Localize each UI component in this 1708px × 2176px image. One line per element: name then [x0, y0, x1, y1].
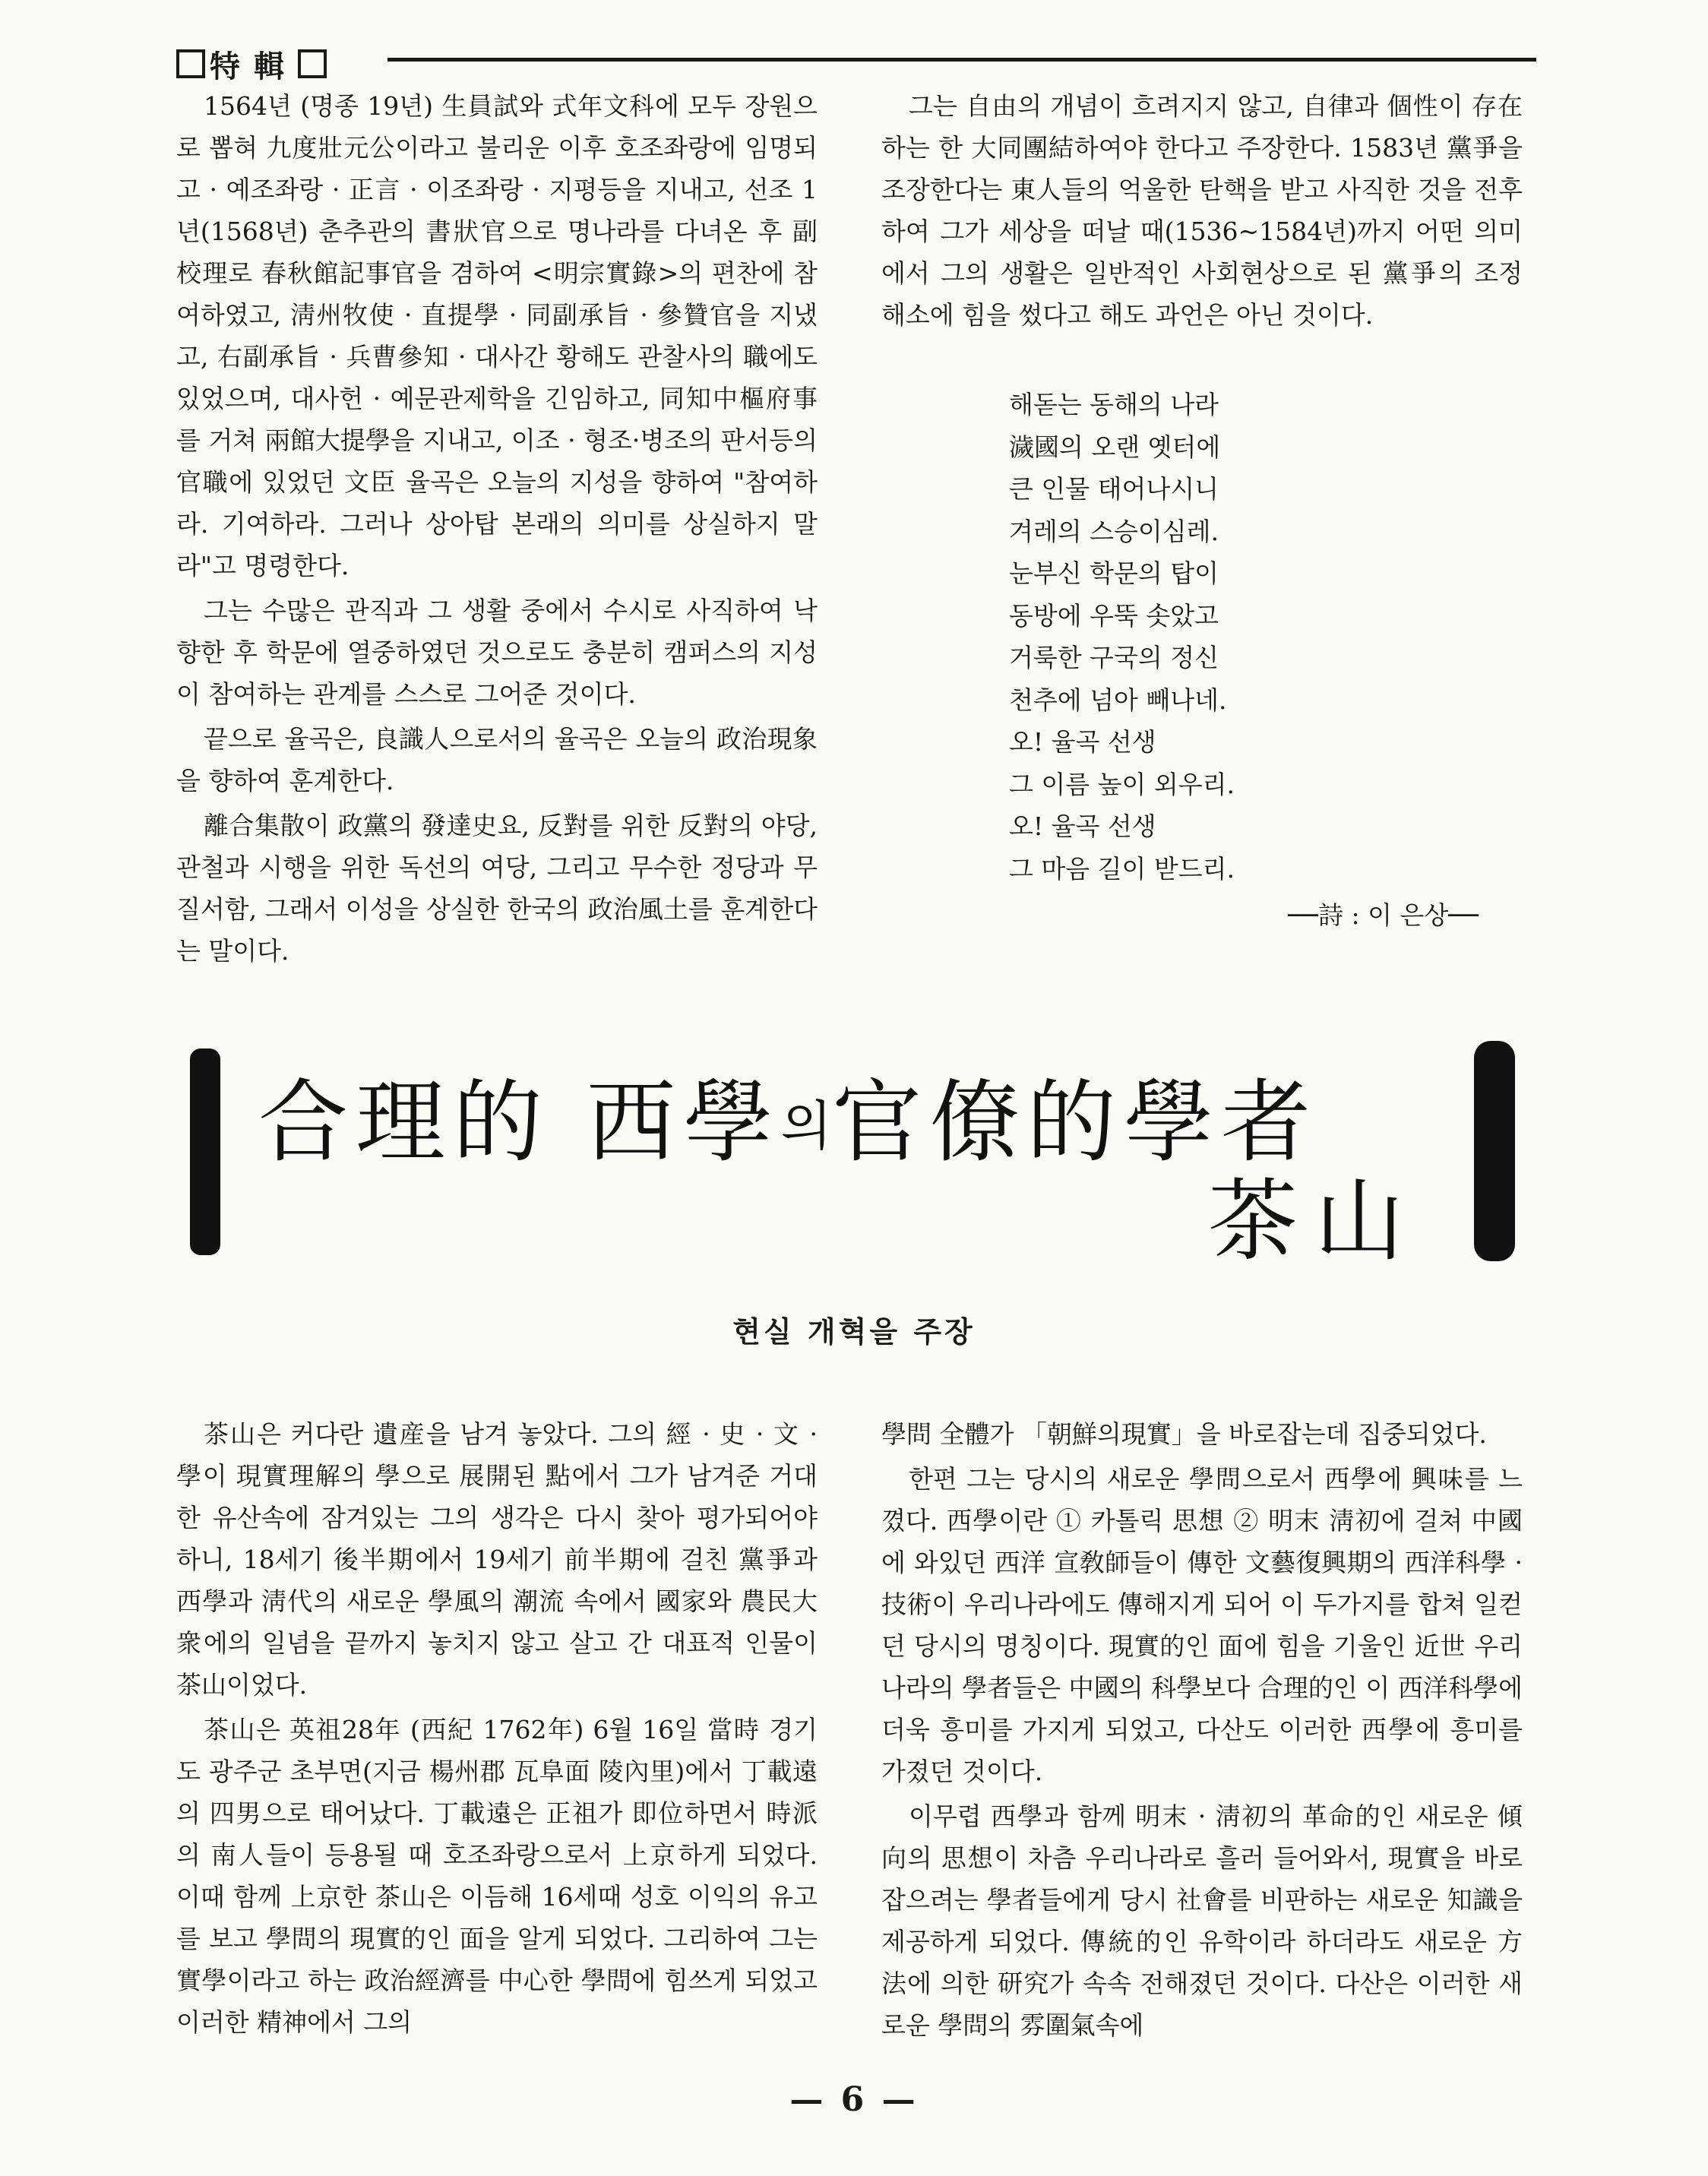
title-bar-left: [190, 1048, 220, 1255]
paragraph: 1564년 (명종 19년) 生員試와 式年文科에 모두 장원으로 뽑혀 九度壯元公이라고 불리운 이후 호조좌랑에 임명되고 · 예조좌랑 · 正言 · 이조좌랑 · 지평등을 지내고, 선조 1년(1568년) 춘추관의 書狀官으로 명나라를 다녀온 후 副校理로 春秋館記事官을 겸하여 <明宗實錄>의 편찬에 참여하였고, 淸州牧使 · 直提學 · 同副承旨 · 參贊官을 지냈고, 右副承旨 · 兵曹參知 · 대사간 황해도 관찰사의 職에도 있었으며, 대사헌 · 예문관제학을 긴임하고, 同知中樞府事를 거쳐 兩館大提學을 지내고, 이조 · 형조·병조의 판서등의 官職에 있었던 文臣 율곡은 오늘의 지성을 향하여 "참여하라. 기여하라. 그러나 상아탑 본래의 의미를 상실하지 말라"고 명령한다.: [176, 91, 818, 580]
paragraph: 茶山은 커다란 遺産을 남겨 놓았다. 그의 經 · 史 · 文 · 學이 現實理解의 學으로 展開된 點에서 그가 남겨준 거대한 유산속에 잠겨있는 그의 생각은 다시 찾아 평가되어야 하니, 18세기 後半期에서 19세기 前半期에 걸친 黨爭과 西學과 淸代의 새로운 學風의 潮流 속에서 國家와 農民大衆에의 일념을 끝까지 놓치지 않고 살고 간 대표적 인물이 茶山이었다.: [176, 1419, 818, 1700]
header-rule: [387, 58, 1536, 62]
article-title: [258, 1050, 1318, 1179]
paragraph: 이무렵 西學과 함께 明末 · 淸初의 革命的인 새로운 傾向의 思想이 차츰 우리나라로 흘러 들어와서, 現實을 바로 잡으려는 學者들에게 당시 社會를 비판하는 새로운 知識을 제공하게 되었다. 傳統的인 유학이라 하더라도 새로운 方法에 의한 研究가 속속 전해졌던 것이다. 다산은 이러한 새로운 學問의 雰圍氣속에: [881, 1801, 1523, 2040]
section-label-text: 特輯: [210, 49, 298, 84]
top-right-column: [881, 85, 1523, 336]
poem-line: 눈부신 학문의 탑이: [1009, 558, 1219, 588]
title-part-1: 合理的 西學: [258, 1070, 781, 1175]
poem-line: 동방에 우뚝 솟았고: [1009, 600, 1219, 631]
paragraph: 한편 그는 당시의 새로운 學問으로서 西學에 興味를 느꼈다. 西學이란 ① 카톨릭 思想 ② 明末 淸初에 걸쳐 中國에 와있던 西洋 宣敎師들이 傳한 文藝復興期의 西洋科學 · 技術이 우리나라에도 傳해지게 되어 이 두가지를 합쳐 일컫던 당시의 명칭이다. 現實的인 面에 힘을 기울인 近世 우리나라의 學者들은 中國의 科學보다 合理的인 이 西洋科學에 더욱 흥미를 가지게 되었고, 다산도 이러한 西學에 흥미를 가졌던 것이다.: [881, 1464, 1523, 1786]
poem-line: 오! 율곡 선생: [1009, 727, 1156, 757]
box-left-icon: [176, 49, 205, 78]
poem-line: 겨레의 스승이심레.: [1009, 516, 1219, 546]
bottom-right-column: [881, 1413, 1523, 2046]
paragraph: 學問 全體가 「朝鮮의現實」을 바로잡는데 집중되었다.: [881, 1419, 1487, 1449]
poem-line: 큰 인물 태어나시니: [1009, 474, 1219, 504]
paragraph: 끝으로 율곡은, 良識人으로서의 율곡은 오늘의 政治現象을 향하여 훈계한다.: [176, 724, 818, 795]
title-particle: 의: [780, 1095, 833, 1157]
page-number: — 6 —: [789, 2080, 919, 2119]
bottom-left-column: [176, 1413, 818, 2043]
box-right-icon: [298, 49, 327, 78]
paragraph: 離合集散이 政黨의 發達史요, 反對를 위한 反對의 야당, 관철과 시행을 위한 독선의 여당, 그리고 무수한 정당과 무질서함, 그래서 이성을 상실한 한국의 政治風土를 훈계한다는 말이다.: [176, 811, 818, 966]
poem-credit: ──詩 : 이 은상──: [1288, 900, 1479, 930]
paragraph: 그는 自由의 개념이 흐려지지 않고, 自律과 個性이 存在하는 한 大同團結하여야 한다고 주장한다. 1583년 黨爭을 조장한다는 東人들의 억울한 탄핵을 받고 사직한 것을 전후하여 그가 세상을 떠날 때(1536~1584년)까지 어떤 의미에서 그의 생활은 일반적인 사회현상으로 된 黨爭의 조정 해소에 힘을 썼다고 해도 과언은 아닌 것이다.: [881, 91, 1523, 330]
title-bar-right: [1474, 1041, 1515, 1261]
paragraph: 茶山은 英祖28年 (西紀 1762年) 6월 16일 當時 경기도 광주군 초부면(지금 楊州郡 瓦阜面 陵內里)에서 丁載遠의 四男으로 태어났다. 丁載遠은 正祖가 即位하면서 時派의 南人들이 등용될 때 호조좌랑으로서 上京하게 되었다. 이때 함께 上京한 茶山은 이듬해 16세때 성호 이익의 유고를 보고 學問의 現實的인 面을 알게 되었다. 그리하여 그는 實學이라고 하는 政治經濟를 中心한 學問에 힘쓰게 되었고 이러한 精神에서 그의: [176, 1715, 818, 2037]
poem-line: 濊國의 오랜 옛터에: [1009, 432, 1221, 462]
poem-line: 그 마음 길이 받드리.: [1009, 853, 1235, 884]
section-header: [176, 43, 1536, 85]
subheading: 현실 개혁을 주장: [732, 1315, 976, 1349]
title-part-2: 官僚的學者: [832, 1070, 1319, 1175]
poem-line: 거룩한 구국의 정신: [1009, 643, 1219, 672]
top-left-column: [176, 85, 818, 972]
poem-line: 그 이름 높이 외우리.: [1009, 769, 1235, 799]
poem-line: 해돋는 동해의 나라: [1009, 390, 1219, 419]
poem: [1009, 384, 1495, 937]
poem-line: 천추에 넘아 빼나네.: [1009, 685, 1227, 715]
poem-line: 오! 율곡 선생: [1009, 811, 1156, 841]
paragraph: 그는 수많은 관직과 그 생활 중에서 수시로 사직하여 낙향한 후 학문에 열중하였던 것으로도 충분히 캠퍼스의 지성이 참여하는 관계를 스스로 그어준 것이다.: [176, 596, 818, 709]
title-name: 茶山: [1208, 1169, 1422, 1273]
section-label: [176, 43, 331, 86]
